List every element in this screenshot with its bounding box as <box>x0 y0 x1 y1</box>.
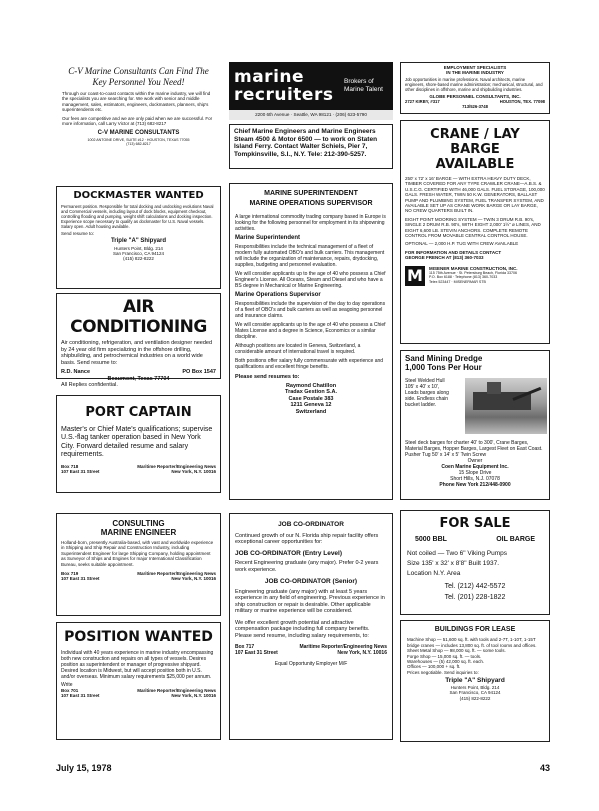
misener-logo-letter: M <box>407 266 423 286</box>
misener-addr3: Telex 523447 · MISENERMAR STB <box>429 279 486 284</box>
superintendent-c5: Switzerland <box>295 408 327 415</box>
sand-l1: Steel Welded Hull <box>405 378 445 384</box>
sand-l5: bucket ladder. <box>405 402 437 408</box>
crane-optional: OPTIONAL — 2,000 H.P. TUG WITH CREW AVAILABLE <box>405 241 519 247</box>
sand-title1: Sand Mining Dredge <box>405 354 483 363</box>
crane-body2: EIGHT POINT MOORING SYSTEM — TWIN 3 DRUM R.B. 90's, SINGLE 2 DRUM R.B. 90's, WITH EIGHT 2,000' 1½" ø LINES, AND EIGHT 6,600 LB. STEVIN ANCHORS. COMPLETE REMOTE CONTROL FROM MOVABLE CENTRAL CONTROL HOUSE. <box>405 216 541 239</box>
recruiters-tagline: Brokers of Marine Talent <box>344 78 383 93</box>
sand-addr: 15 Slope Drive <box>458 470 492 476</box>
buildings-title: BUILDINGS FOR LEASE <box>434 626 516 633</box>
port-captain-body: Master's or Chief Mate's qualifications; supervise U.S.-flag tanker operation based in New York City. Forward detailed resume and salary requirements. <box>61 426 213 459</box>
position-street: 107 East 31 Street <box>61 693 100 699</box>
buildings-phone: (415) 822-8222 <box>459 695 491 701</box>
dockmaster-addr2: San Francisco, CA 94124 <box>112 251 165 257</box>
footer-date: July 15, 1978 <box>56 763 112 773</box>
forsale-t1: Tel. (212) 442-5572 <box>444 583 506 591</box>
globe-name: GLOBE PERSONNEL CONSULTANTS, INC. <box>429 93 521 99</box>
position-city: New York, N.Y. 10016 <box>171 693 216 699</box>
crane-contact2: GEORGE FRENCH AT (813) 360-7033 <box>405 255 484 261</box>
buildings-addr2: San Francisco, CA 94124 <box>449 690 501 696</box>
buildings-item-0: Machine Shop — 51,600 sq. ft. with tools and 2-7T, 1-10T, 1-15T bridge cranes — includes 13,800 sq. ft. of tool rooms and offices. <box>407 637 537 648</box>
position-body: Individual with 40 years experience in marine industry encompassing both new construction and repairs on all types of vessels. Desires position as superintendent or manager of progressive shipyard. Desired location is Midwest, but will accept position both in U.S. and/or overseas. Minimum salary requirements $25,000 per annum. <box>61 650 214 680</box>
superintendent-title2: MARINE OPERATIONS SUPERVISOR <box>249 200 373 208</box>
marine-recruiters-ad <box>229 62 393 120</box>
buildings-item-1: Sheet Metal Shop — 98,000 sq. ft. — some tools. <box>407 648 506 654</box>
buildings-addr1: Hunters Point, Bldg. 214 <box>450 684 500 690</box>
superintendent-c2: Tradax Gestion S.A. <box>285 389 337 396</box>
crane-title2: AVAILABLE <box>435 157 515 172</box>
sand-l3: Loads barges along <box>405 390 449 396</box>
dockmaster-send: Send resume to: <box>61 231 95 236</box>
cv-address: 1002 ANTOINE DRIVE, SUITE #12 · HOUSTON, TEXAS 77055 <box>87 137 190 142</box>
superintendent-c1: Raymond Chatillon <box>285 382 337 389</box>
globe-phone: 713/526-3748 <box>462 104 488 110</box>
superintendent-sub2: Marine Operations Supervisor <box>235 292 321 299</box>
consulting-engineer-ad <box>56 513 221 616</box>
consulting-box: Box 719 <box>61 571 79 577</box>
sand-name: Coen Marine Equipment Inc. <box>441 464 509 470</box>
buildings-item-3: Warehouses — (5) 42,000 sq. ft. each. <box>407 659 485 665</box>
sand-l2: 105' x 40' x 10', <box>405 384 440 390</box>
position-wanted-ad <box>56 622 221 740</box>
buildings-item-4: Offices — 100,000 + sq. ft. <box>407 664 461 670</box>
cv-para2: Our fees are competitive and we are only paid when we are successful. For more information, call Larry Victor at (713) 682-8217 <box>62 115 213 127</box>
job-coordinator-ad <box>229 513 393 740</box>
forsale-l2: Size 135' x 32' x 8'8" Built 1937. <box>407 560 500 567</box>
crane-barge-ad <box>400 120 550 344</box>
globe-body: Job opportunities in marine professions. Naval architects, marine engineers, shore-based marine administration; mechanical, structural, and other disciplines in offshore, marine and shipbuilding industries. <box>405 76 543 92</box>
superintendent-p5: Although positions are located in Geneva, Switzerland, a considerable amount of international travel is required. <box>235 343 361 356</box>
dockmaster-addr1: Hunters Point, Bldg. 214 <box>114 245 163 251</box>
superintendent-p3: Responsibilities include the supervision of the day to day operations of a fleet of OBO's and bulk carriers as well as seagoing personnel and insurance claims. <box>235 301 386 320</box>
recruiters-address: 2200 6th Avenue · Seattle, WA 98121 · (206) 623-5790 <box>229 110 393 120</box>
buildings-company: Triple "A" Shipyard <box>445 677 505 685</box>
dockmaster-ad <box>56 186 221 289</box>
sand-dredge-ad <box>400 350 550 500</box>
superintendent-p4: We will consider applicants up to the age of 40 who possess a Chief Mates License and a degree in Science, Economics or a similar discipline. <box>235 322 386 341</box>
aircon-title: AIR CONDITIONING <box>70 297 207 337</box>
forsale-title: FOR SALE <box>439 516 511 531</box>
misener-addr2: P.O. Box 6188 · Telephone (813) 360-7033 <box>429 275 498 280</box>
globe-heading2: IN THE MARINE INDUSTRY <box>446 70 504 76</box>
buildings-item-2: Forge Shop — 15,000 sq. ft. — tools. <box>407 653 482 659</box>
cv-para1: Through our coast-to-coast contacts within the marine industry, we will find the specialists you are searching for. We work with senior and middle management, sales, estimators, engineers, dockmasters, planners, ship's superintendents etc. <box>62 91 211 113</box>
coordinator-p3: We offer excellent growth potential and attractive compensation package including full company benefits. Please send resume, including salary requirements, to: <box>235 619 370 639</box>
port-captain-title: PORT CAPTAIN <box>85 405 192 420</box>
buildings-lease-ad <box>400 620 550 742</box>
crane-title1: CRANE / LAY BARGE <box>430 127 520 157</box>
coordinator-p1: Recent Engineering graduate (any major). Prefer 0-2 years work experience. <box>235 560 379 573</box>
superintendent-c4: 1211 Geneva 12 <box>290 402 332 409</box>
coordinator-box: Box 717 <box>235 644 255 651</box>
dockmaster-body: Permanent position. Responsible for total docking and undocking evolutions Naval and Commercial vessels, including layout of dock blocks, equipment checkout, controlling flooding and pumping, weight shift calculations and docking inspection. Experience scope necessary to qualify as dockmaster for U.S. Naval vessels. Salary open. Adult housing available. <box>61 204 214 229</box>
cv-marine-ad <box>56 62 221 180</box>
position-pub: Maritime Reporter/Engineering News <box>137 688 216 693</box>
position-box: Box 701 <box>61 688 79 693</box>
sand-phone: Phone New York 212/448-0900 <box>439 482 511 488</box>
buildings-prices: Prices negotiable. Send inquiries to: <box>407 669 479 675</box>
coordinator-pub: Maritime Reporter/Engineering News <box>299 644 387 651</box>
superintendent-send: Please send resumes to: <box>235 374 300 381</box>
chief-engineers-text: Chief Marine Engineers and Marine Engineers Steam 4500 & Motor 6500 — to work on Staten Island Ferry. Contact Walter Schiels, Pier 7, Tompkinsville, S.I., N.Y. Tele: 212-390-5257. <box>234 128 378 158</box>
position-title: POSITION WANTED <box>64 629 213 645</box>
for-sale-ad <box>400 510 550 615</box>
port-captain-street: 107 East 31 Street <box>61 469 100 475</box>
consulting-title2: MARINE ENGINEER <box>100 528 177 537</box>
consulting-city: New York, N.Y. 10016 <box>171 576 216 582</box>
crane-body: 250' x 72' x 16' BARGE — WITH EXTRA HEAVY DUTY DECK, TIMBER COVERED FOR ANY TYPE CRAWLER CRANE—A.B.S. & U.S.C.G. CERTIFIED WITH 46,000 GALS. FUEL STORAGE, 100,000 GALS. FRESH WATER, TWIN 50 K.W. GENERATORS, BALLAST PUMP AND PLUMBING SYSTEM, FUEL TRANSFER SYSTEM, AND AVAILABLE SET UP AS CRANE WORK BARGE OR LAY BARGE, NO CREW QUARTERS BUILT IN. <box>405 176 545 214</box>
sand-title2: 1,000 Tons Per Hour <box>405 363 482 372</box>
coordinator-street: 107 East 31 Street <box>235 650 278 657</box>
coordinator-intro: Continued growth of our N. Florida ship repair facility offers exceptional career opportunities for: <box>235 532 379 546</box>
misener-logo <box>405 266 425 286</box>
dockmaster-title: DOCKMASTER WANTED <box>73 190 204 201</box>
cv-name: C-V MARINE CONSULTANTS <box>97 130 180 137</box>
superintendent-title1: MARINE SUPERINTENDENT <box>264 190 358 197</box>
superintendent-p6: Both positions offer salary fully commensurate with experience and qualifications and excellent fringe benefits. <box>235 358 384 371</box>
coordinator-sub1: JOB CO-ORDINATOR (Entry Level) <box>235 549 343 557</box>
superintendent-sub1: Marine Superintendent <box>235 234 301 241</box>
sand-l4: side. Endless chain <box>405 396 449 402</box>
crane-contact1: FOR INFORMATION AND DETAILS CONTACT <box>405 249 502 255</box>
port-captain-city: New York, N.Y. 10016 <box>171 469 216 475</box>
globe-city: HOUSTON, TEX. 77098 <box>499 99 545 105</box>
consulting-title1: CONSULTING <box>112 519 165 528</box>
port-captain-pub: Maritime Reporter/Engineering News <box>137 463 216 469</box>
aircon-box: PO Box 1547 <box>182 369 216 375</box>
forsale-t2: Tel. (201) 228-1822 <box>444 593 506 601</box>
aircon-body: Air conditioning, refrigeration, and ventilation designer needed by 24 year old firm specializing in the offshore drilling, shipbuilding, and petrochemical industries on a world wide basis. Send resume to: <box>61 340 213 366</box>
sand-body: Steel deck barges for charter 40' to 300', Crane Barges, Material Barges, Hopper Barges, Largest Fleet on East Coast. Pusher Tug 50' x 14' x 5' Twin Screw <box>405 440 543 458</box>
superintendent-ad <box>229 183 393 500</box>
coordinator-city: New York, N.Y. 10016 <box>337 650 387 657</box>
misener-name: MISENER MARINE CONSTRUCTION, INC. <box>429 265 518 271</box>
superintendent-p2: We will consider applicants up to the age of 40 who possess a Chief Engineer's License. All Oceans, Steam and Diesel and who have a BS degree in Mechanical or Marine Engineering. <box>235 271 386 290</box>
superintendent-p1: Responsibilities include the technical management of a fleet of modern fully automated OBO's and bulk carriers. This management will include the organization of maintenance, repairs, drydocking, supplies, budgeting and personnel evaluation. <box>235 244 385 269</box>
chief-engineers-ad <box>229 124 393 169</box>
consulting-street: 107 East 31 Street <box>61 576 100 582</box>
forsale-l3: Location N.Y. Area <box>407 569 461 577</box>
superintendent-c3: Case Postale 383 <box>288 395 334 402</box>
aircon-city: Beaumont, Texas 77704 <box>107 375 170 382</box>
forsale-left: 5000 BBL <box>415 536 447 543</box>
superintendent-intro: A large international commodity trading company based in Europe is looking for the following personnel for employment in its shipowning activities. <box>235 213 386 232</box>
misener-addr1: 115 75th Avenue · St. Petersburg Beach, Florida 33706 <box>429 271 517 276</box>
forsale-right: OIL BARGE <box>496 536 535 543</box>
footer-page-number: 43 <box>539 763 550 773</box>
port-captain-box: Box 718 <box>61 463 79 469</box>
sand-owner: Owner <box>467 458 483 464</box>
cv-phone: (713) 682-8217 <box>126 142 151 147</box>
sand-city: Short Hills, N.J. 07078 <box>450 476 500 482</box>
coordinator-p2: Engineering graduate (any major) with at least 5 years experience in any field of engineering. Previous experience in ship construction or repair is desirable. Other applicable military or marine experience will be considered. <box>235 588 385 615</box>
aircon-name: R.D. Nance <box>61 369 91 375</box>
coordinator-title: JOB CO-ORDINATOR <box>278 521 344 528</box>
coordinator-eoe: Equal Opportunity Employer M/F <box>274 661 348 668</box>
dockmaster-phone: (415) 822-8222 <box>123 256 154 262</box>
aircon-ad <box>56 293 221 388</box>
dockmaster-company: Triple "A" Shipyard <box>110 238 167 245</box>
recruiters-logo: marine recruiters <box>234 67 334 105</box>
consulting-body: Holland-born, presently Australia-based, with vast and worldwide experience in Shipping and Ship Repair and Construction Industry, including Superintendent Engineer for large Shipping Company, holding appointment as Surveyor of Ships and Engines for major International Classification Bureau, seeks suitable appointment. <box>61 540 214 567</box>
port-captain-ad <box>56 395 221 493</box>
aircon-confidential: All Replies confidential. <box>61 382 118 388</box>
cv-headline: C-V Marine Consultants Can Find The Key Personnel You Need! <box>68 66 209 87</box>
position-write: Write <box>61 682 73 688</box>
globe-heading1: EMPLOYMENT SPECIALISTS <box>443 65 507 70</box>
consulting-pub: Maritime Reporter/Engineering News <box>137 571 216 577</box>
coordinator-sub2: JOB CO-ORDINATOR (Senior) <box>264 578 358 586</box>
globe-personnel-ad <box>400 62 550 114</box>
forsale-l1: Not coiled — Two 6" Viking Pumps <box>407 550 507 558</box>
globe-addr: 2727 KIRBY, #317 <box>405 99 440 105</box>
